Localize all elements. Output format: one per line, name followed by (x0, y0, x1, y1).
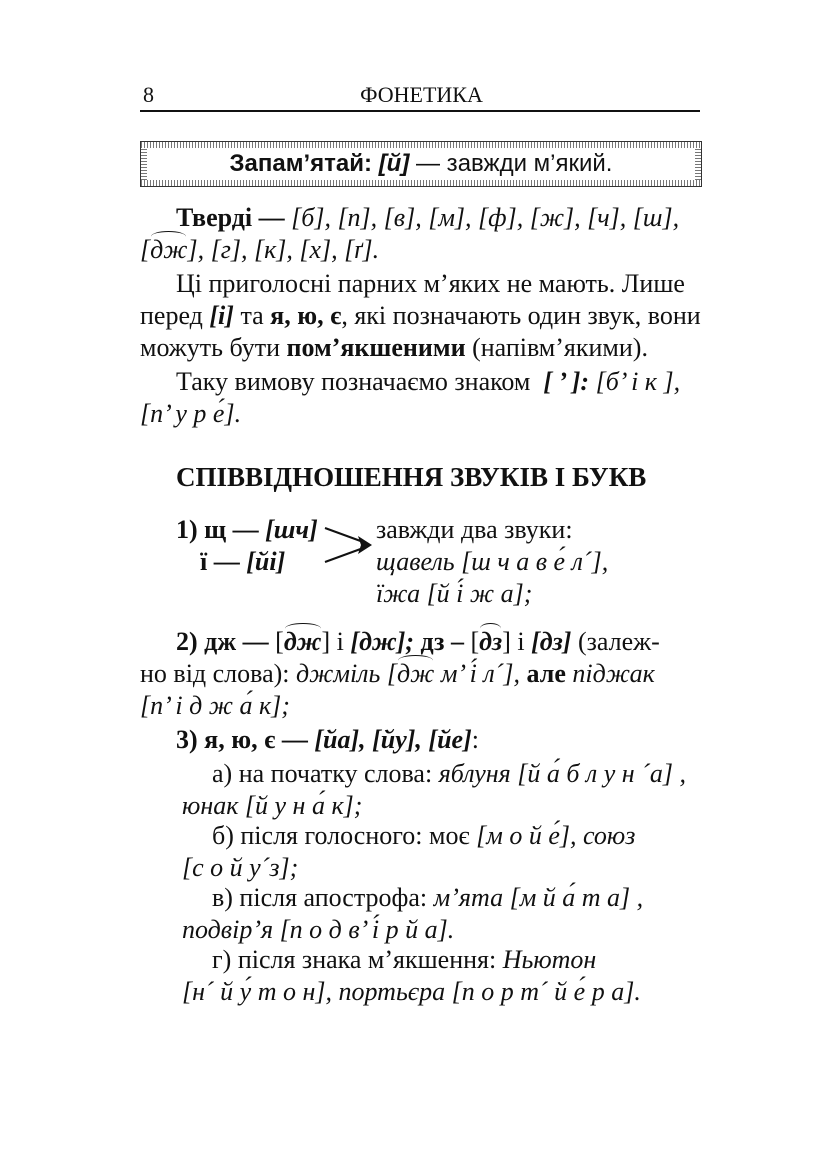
rule1-line-a (176, 514, 318, 546)
remember-sound: [й] (378, 150, 410, 177)
letters: 2) дж — (176, 627, 269, 656)
remember-box (140, 141, 702, 187)
rule3-d-2: [н´ й у́ т о н], портьєра [п о р т´ й е́ р а]. (182, 977, 641, 1006)
sound: [шч] (265, 515, 318, 544)
text: і (336, 627, 344, 656)
header-rule (140, 110, 700, 112)
letters: дз – (420, 627, 464, 656)
page-number: 8 (143, 82, 154, 107)
remember-rest: — завжди м’який. (416, 150, 613, 177)
affricate-arc: дж (396, 659, 435, 688)
hard-line-2 (140, 234, 379, 266)
letter: 1) щ — (176, 515, 259, 544)
remember-text (141, 150, 701, 178)
example: піджак (572, 659, 655, 688)
example: [м о й е́], союз (476, 821, 636, 850)
text: , які позначають один звук, вони (341, 301, 701, 330)
text: а) на початку слова: (212, 759, 433, 788)
para3-line-2: [п’ у р е́]. (140, 399, 242, 428)
text: м’ і́ л´], (434, 659, 521, 688)
text: в) після апострофа: (212, 883, 428, 912)
text: но від слова): (140, 659, 290, 688)
soft-mark: [ ’ ]: (543, 367, 590, 396)
para2-line-2 (140, 300, 701, 332)
example: [б’ і к ], (595, 367, 681, 396)
affricate-arc: дж (283, 627, 322, 656)
sounds: [йа], [йу], [йе] (314, 725, 472, 754)
rule1-text-2: щавель [ш ч а в е́ л´], (376, 547, 609, 576)
hard-label: Тверді — (176, 203, 285, 232)
hard-sounds-2: ], [г], [к], [х], [ґ]. (187, 235, 380, 264)
rule3-title: 3) я, ю, є — [йа], [йу], [йе]: (176, 725, 479, 754)
section-title: СПІВВІДНОШЕННЯ ЗВУКІВ І БУКВ (176, 462, 647, 492)
rule3-a-1 (212, 758, 686, 790)
letter: ї — (200, 547, 240, 576)
hard-sounds-1: [б], [п], [в], [м], [ф], [ж], [ч], [ш], (291, 203, 680, 232)
para2-line-1: Ці приголосні парних м’яких не мають. Лише (176, 269, 685, 298)
rule3-d-1 (212, 944, 596, 976)
rule3-c-2: подвір’я [п о д в’ і́ р й а]. (182, 915, 455, 944)
transcription (387, 659, 520, 688)
bracket: [ (386, 659, 397, 688)
text: і (517, 627, 525, 656)
example: джміль (296, 659, 381, 688)
term-softened: пом’якшеними (286, 333, 466, 362)
rule3-b-2: [с о й у´з]; (182, 853, 299, 882)
example: яблуня [й а́ б л у н ´а] , (438, 759, 686, 788)
sound-i: [і] (209, 301, 234, 330)
text: Таку вимову позначаємо знаком (176, 367, 531, 396)
rule1-text-3: їжа [й і́ ж а]; (376, 579, 533, 608)
letters: я, ю, є (270, 301, 342, 330)
affricate-arc: дз (479, 627, 503, 656)
running-header: ФОНЕТИКА (360, 82, 483, 107)
hard-line-1 (176, 202, 679, 234)
text: г) після знака м’якшення: (212, 945, 497, 974)
text: можуть бути (140, 333, 287, 362)
arrows-icon (322, 522, 374, 568)
rule1-text-1: завжди два звуки: (376, 515, 573, 544)
rule3-b-1 (212, 820, 635, 852)
rule2-line-3: [п’ і д ж а́ к]; (140, 691, 290, 720)
affricate-arc: дж (150, 235, 188, 264)
text: перед (140, 301, 210, 330)
rule3-c-1 (212, 882, 643, 914)
rule2-line-1: 2) дж — [дж] і [дж]; дз – [дз] і [дз] (залеж- (176, 627, 660, 656)
rule1-line-b (200, 546, 285, 578)
conjunction: але (526, 659, 566, 688)
example: м’ята [м й а́ т а] , (433, 883, 644, 912)
text: (напівм’якими). (465, 333, 648, 362)
sound: [дз] (531, 627, 572, 656)
rule3-a-2: юнак [й у н а́ к]; (182, 791, 363, 820)
para2-line-3 (140, 332, 648, 364)
remember-label: Запам’ятай: (229, 150, 373, 177)
sound: [йі] (246, 547, 286, 576)
sound: [дж]; (350, 627, 415, 656)
para3-line-1 (176, 366, 680, 398)
example: Ньютон (502, 945, 597, 974)
bracket: [ (140, 235, 151, 264)
rule2-line-2 (140, 658, 655, 690)
text: б) після голосного: моє (212, 821, 470, 850)
text: та (233, 301, 271, 330)
text: (залеж- (577, 627, 660, 656)
letters: 3) я, ю, є — (176, 725, 308, 754)
